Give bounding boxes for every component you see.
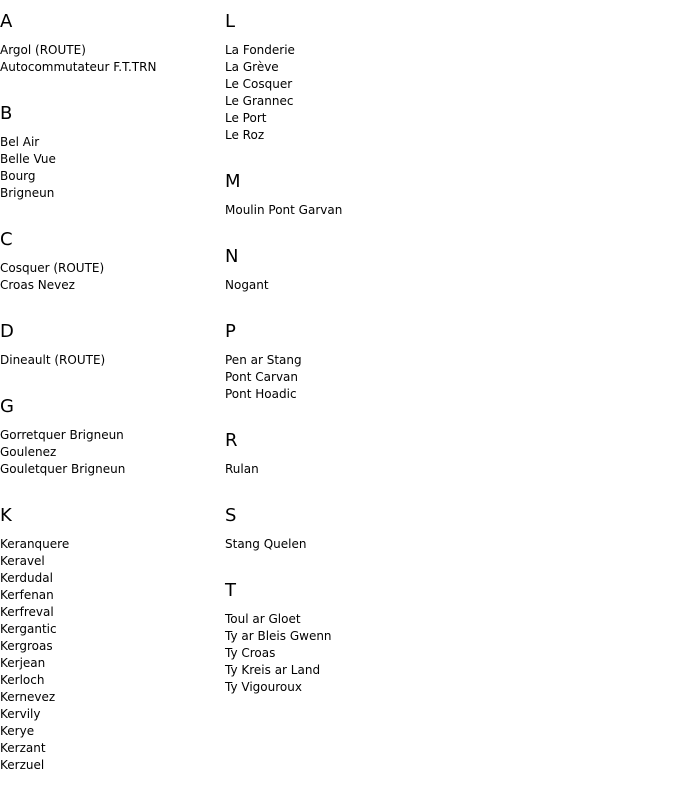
letter-group [225,505,525,553]
place-link[interactable]: Ty Vigouroux [225,680,302,694]
place-link[interactable]: Le Roz [225,128,265,142]
place-link[interactable]: Autocommutateur F.T.TRN [0,60,157,74]
place-link[interactable]: Kerzant [0,741,46,755]
place-link[interactable]: Le Port [225,111,267,125]
place-link[interactable]: Ty ar Bleis Gwenn [225,629,332,643]
place-link[interactable]: Kerdudal [0,571,53,585]
letter-heading: R [225,430,238,451]
place-link[interactable]: La Fonderie [225,43,295,57]
place-link[interactable]: Pont Hoadic [225,387,297,401]
place-link[interactable]: Kervily [0,707,41,721]
place-link[interactable]: Croas Nevez [0,278,75,292]
letter-group [0,229,220,294]
place-link[interactable]: Keranquere [0,537,70,551]
letter-heading: P [225,321,236,342]
letter-heading: B [0,103,13,124]
place-link[interactable]: Ty Kreis ar Land [225,663,321,677]
letter-group [0,321,220,369]
letter-heading: T [225,580,236,601]
place-link[interactable]: Nogant [225,278,269,292]
letter-heading: N [225,246,239,267]
letter-heading: M [225,171,241,192]
place-link[interactable]: La Grève [225,60,279,74]
letter-group [225,171,525,219]
letter-heading: A [0,11,13,32]
place-link[interactable]: Bourg [0,169,36,183]
place-link[interactable]: Brigneun [0,186,55,200]
place-link[interactable]: Cosquer (ROUTE) [0,261,105,275]
letter-heading: S [225,505,237,526]
place-link[interactable]: Kerfreval [0,605,54,619]
place-link[interactable]: Kergroas [0,639,53,653]
place-link[interactable]: Toul ar Gloet [225,612,301,626]
letter-heading: C [0,229,13,250]
place-link[interactable]: Kergantic [0,622,57,636]
letter-group [0,396,220,478]
place-link[interactable]: Keravel [0,554,45,568]
place-link[interactable]: Pont Carvan [225,370,299,384]
place-link[interactable]: Argol (ROUTE) [0,43,86,57]
place-link[interactable]: Moulin Pont Garvan [225,203,343,217]
place-link[interactable]: Dineault (ROUTE) [0,353,106,367]
letter-group [225,246,525,294]
place-link[interactable]: Kerye [0,724,35,738]
place-link[interactable]: Kerloch [0,673,45,687]
place-link[interactable]: Kerzuel [0,758,45,772]
place-link[interactable]: Stang Quelen [225,537,307,551]
letter-heading: L [225,11,236,32]
letter-group [225,11,525,144]
place-link[interactable]: Belle Vue [0,152,56,166]
letter-heading: D [0,321,14,342]
letter-group [0,103,220,202]
index-column-right [225,11,525,723]
place-link[interactable]: Goulenez [0,445,57,459]
index-column-left [0,11,220,801]
letter-group [0,505,220,774]
place-link[interactable]: Ty Croas [225,646,276,660]
letter-group [0,11,220,76]
place-link[interactable]: Bel Air [0,135,40,149]
place-link[interactable]: Le Cosquer [225,77,293,91]
place-link[interactable]: Gorretquer Brigneun [0,428,124,442]
place-link[interactable]: Gouletquer Brigneun [0,462,126,476]
place-link[interactable]: Pen ar Stang [225,353,302,367]
letter-heading: K [0,505,12,526]
place-link[interactable]: Kerjean [0,656,46,670]
letter-group [225,580,525,696]
place-link[interactable]: Kerfenan [0,588,54,602]
letter-group [225,321,525,403]
place-link[interactable]: Rulan [225,462,259,476]
place-link[interactable]: Kernevez [0,690,56,704]
place-link[interactable]: Le Grannec [225,94,294,108]
letter-heading: G [0,396,14,417]
letter-group [225,430,525,478]
